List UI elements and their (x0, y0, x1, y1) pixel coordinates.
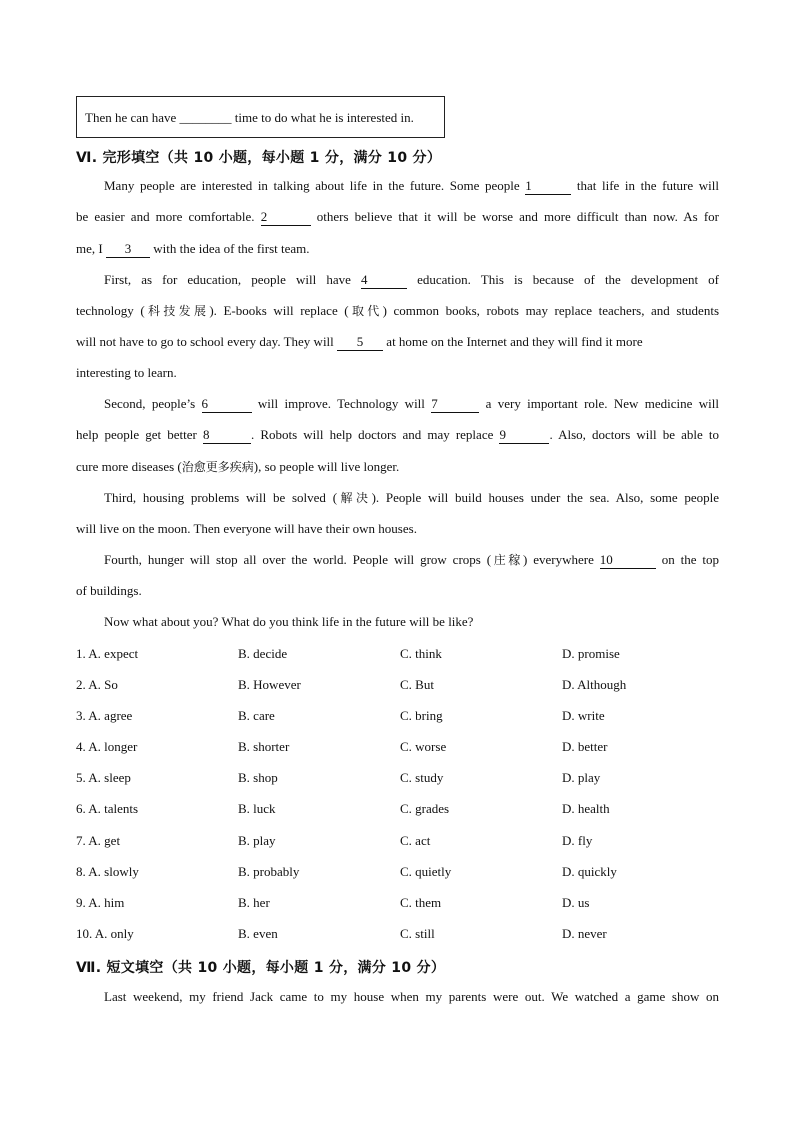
blank-10: 10 (600, 553, 656, 569)
option-c: C. still (400, 926, 435, 941)
section-7-heading: Ⅶ. 短文填空（共 10 小题，每小题 1 分，满分 10 分） (76, 960, 446, 976)
passage-line: will live on the moon. Then everyone will have their own houses. (76, 521, 417, 536)
blank-2: 2 (261, 210, 311, 226)
option-b: B. However (238, 677, 301, 692)
option-b: B. shorter (238, 739, 290, 754)
blank-9: 9 (499, 428, 549, 444)
option-b: B. play (238, 833, 276, 848)
passage-line: interesting to learn. (76, 365, 177, 380)
option-a: 1. A. expect (76, 646, 139, 661)
option-a: 8. A. slowly (76, 864, 139, 879)
option-b: B. shop (238, 770, 278, 785)
passage-line: help people get better 8 . Robots will help doctors and may replace 9 . Also, doctors will be able to (76, 427, 719, 442)
option-d: D. fly (562, 833, 593, 848)
previous-answer-sentence: Then he can have ________ time to do what he is interested in. (85, 110, 414, 125)
question-10-options (76, 925, 719, 943)
option-c: C. worse (400, 739, 447, 754)
option-a: 9. A. him (76, 895, 125, 910)
blank-1: 1 (525, 179, 571, 195)
question-8-options (76, 863, 719, 881)
option-d: D. Although (562, 677, 627, 692)
blank-5: 5 (337, 335, 383, 351)
option-a: 10. A. only (76, 926, 134, 941)
question-7-options (76, 832, 719, 850)
option-c: C. quietly (400, 864, 452, 879)
passage-line: Many people are interested in talking about life in the future. Some people 1 that life in the future will (104, 178, 719, 193)
option-c: C. But (400, 677, 434, 692)
option-a: 7. A. get (76, 833, 121, 848)
option-d: D. play (562, 770, 601, 785)
passage-line: technology (科技发展). E-books will replace (取代) common books, robots may replace teachers, and students (76, 303, 719, 318)
option-a: 6. A. talents (76, 801, 139, 816)
passage-line: be easier and more comfortable. 2 others believe that it will be worse and more difficult than now. As for (76, 209, 719, 224)
question-1-options (76, 645, 719, 663)
passage-line: Now what about you? What do you think life in the future will be like? (104, 614, 474, 629)
passage-line: me, I 3 with the idea of the first team. (76, 241, 310, 256)
option-c: C. them (400, 895, 442, 910)
option-c: C. grades (400, 801, 450, 816)
passage-line: of buildings. (76, 583, 142, 598)
passage-line: Third, housing problems will be solved (解决). People will build houses under the sea. Also, some people (104, 490, 720, 505)
blank-6: 6 (202, 397, 252, 413)
option-b: B. even (238, 926, 278, 941)
passage-line: will not have to go to school every day. They will 5 at home on the Internet and they will find it more (76, 334, 643, 349)
passage-line: First, as for education, people will have 4 education. This is because of the development of (104, 272, 720, 287)
question-9-options (76, 894, 719, 912)
option-b: B. luck (238, 801, 276, 816)
section-6-heading: Ⅵ. 完形填空（共 10 小题，每小题 1 分，满分 10 分） (76, 150, 442, 166)
option-a: 5. A. sleep (76, 770, 131, 785)
option-d: D. better (562, 739, 608, 754)
option-c: C. act (400, 833, 431, 848)
option-a: 4. A. longer (76, 739, 138, 754)
option-d: D. write (562, 708, 605, 723)
question-5-options (76, 769, 719, 787)
passage-7-line: Last weekend, my friend Jack came to my house when my parents were out. We watched a game show on (104, 989, 719, 1004)
previous-answer-box (76, 96, 445, 138)
option-b: B. care (238, 708, 275, 723)
option-c: C. bring (400, 708, 443, 723)
blank-7: 7 (431, 397, 479, 413)
option-a: 3. A. agree (76, 708, 133, 723)
option-b: B. probably (238, 864, 300, 879)
option-c: C. think (400, 646, 442, 661)
option-d: D. never (562, 926, 607, 941)
option-d: D. promise (562, 646, 620, 661)
blank-4: 4 (361, 273, 407, 289)
option-d: D. quickly (562, 864, 617, 879)
option-a: 2. A. So (76, 677, 118, 692)
question-6-options (76, 800, 719, 818)
question-3-options (76, 707, 719, 725)
passage-line: cure more diseases (治愈更多疾病), so people will live longer. (76, 459, 400, 474)
option-b: B. her (238, 895, 270, 910)
option-c: C. study (400, 770, 444, 785)
option-b: B. decide (238, 646, 288, 661)
passage-line: Second, people’s 6 will improve. Technology will 7 a very important role. New medicine will (104, 396, 719, 411)
passage-line: Fourth, hunger will stop all over the world. People will grow crops (庄稼) everywhere 10 on the top (104, 552, 719, 567)
option-d: D. health (562, 801, 610, 816)
question-4-options (76, 738, 719, 756)
question-2-options (76, 676, 719, 694)
blank-8: 8 (203, 428, 251, 444)
blank-3: 3 (106, 242, 150, 258)
option-d: D. us (562, 895, 590, 910)
